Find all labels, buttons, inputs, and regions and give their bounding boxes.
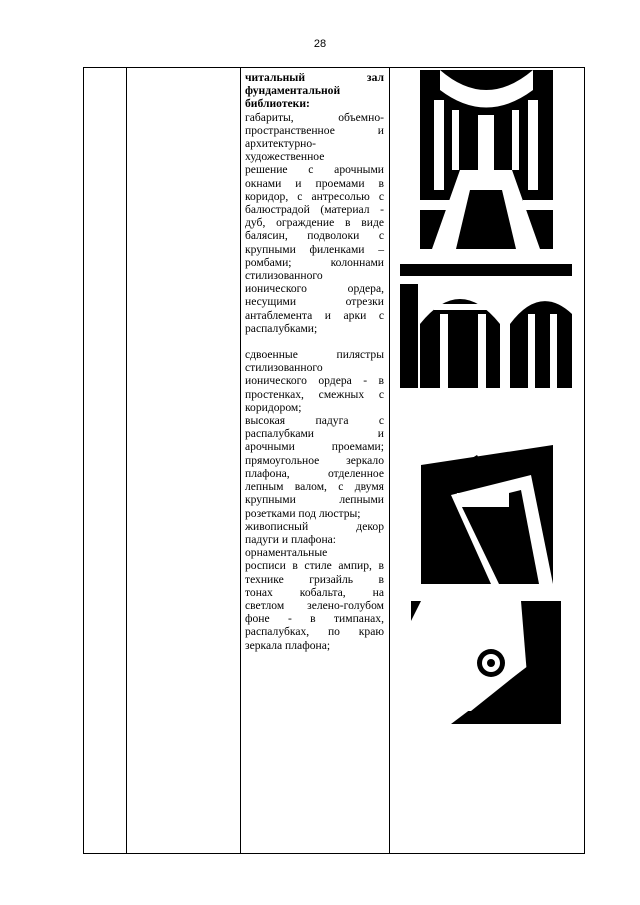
text-line: стилизованного [245, 361, 323, 375]
text-line: дуб, ограждение в виде [245, 216, 384, 230]
arcade-columns-photo [400, 264, 572, 388]
description-paragraph-2 [245, 348, 384, 652]
text-line: распалубками; [245, 321, 318, 335]
text-line: решение с арочными [245, 163, 384, 177]
text-line: библиотеки: [245, 97, 310, 111]
text-line: коридор, с антресолью с [245, 189, 384, 203]
text-line: антаблемента и арки с [245, 308, 384, 322]
text-line: ромбами; колоннами [245, 255, 384, 269]
text-line: технике гризайль в [245, 572, 384, 586]
text-line: крупными филенками – [245, 242, 384, 256]
reading-hall-photo [420, 70, 553, 249]
text-line: крупными лепными [245, 493, 384, 507]
text-line: простенках, смежных с [245, 387, 384, 401]
heritage-table [83, 67, 585, 854]
text-line: живописный декор [245, 519, 384, 533]
page-number: 28 [313, 38, 327, 50]
room-heading [245, 71, 384, 111]
text-line: сдвоенные пилястры [245, 348, 384, 362]
text-line: арочными проемами; [245, 440, 384, 454]
text-line: коридором; [245, 400, 302, 414]
text-line: ионического ордера - в [245, 374, 384, 388]
ceiling-rosette-photo [411, 601, 561, 724]
column-divider [240, 68, 241, 853]
text-line: росписи в стиле ампир, в [245, 559, 384, 573]
text-line: архитектурно- [245, 137, 317, 151]
text-line: высокая падуга с [245, 414, 384, 428]
text-line: падуги и плафона: [245, 532, 337, 546]
column-divider [126, 68, 127, 853]
text-line: розетками под люстры; [245, 506, 361, 520]
description-cell [245, 71, 384, 652]
text-line: лепным валом, с двумя [245, 480, 384, 494]
text-line: ионического ордера, [245, 282, 384, 296]
text-line: тонах кобальта, на [245, 585, 384, 599]
text-line: балюстрадой (материал - [245, 203, 384, 217]
text-line: пространственное и [245, 123, 384, 137]
column-divider [389, 68, 390, 853]
description-paragraph-1 [245, 111, 384, 335]
text-line: прямоугольное зеркало [245, 453, 384, 467]
text-line: фоне - в тимпанах, [245, 612, 384, 626]
text-line: стилизованного [245, 269, 323, 283]
text-line: зеркала плафона; [245, 638, 331, 652]
text-line: читальный зал [245, 71, 384, 84]
text-line: художественное [245, 150, 325, 164]
text-line: балясин, подволоки с [245, 229, 384, 243]
text-line: габариты, объемно- [245, 110, 384, 124]
text-line: орнаментальные [245, 546, 328, 560]
text-line: распалубками и [245, 427, 384, 441]
text-line: окнами и проемами в [245, 176, 384, 190]
text-line: плафона, отделенное [245, 466, 384, 480]
text-line: фундаментальной [245, 84, 341, 98]
text-line: несущими отрезки [245, 295, 384, 309]
ceiling-cornice-photo [421, 405, 553, 584]
text-line: светлом зелено-голубом [245, 598, 384, 612]
text-line: распалубках, по краю [245, 625, 384, 639]
